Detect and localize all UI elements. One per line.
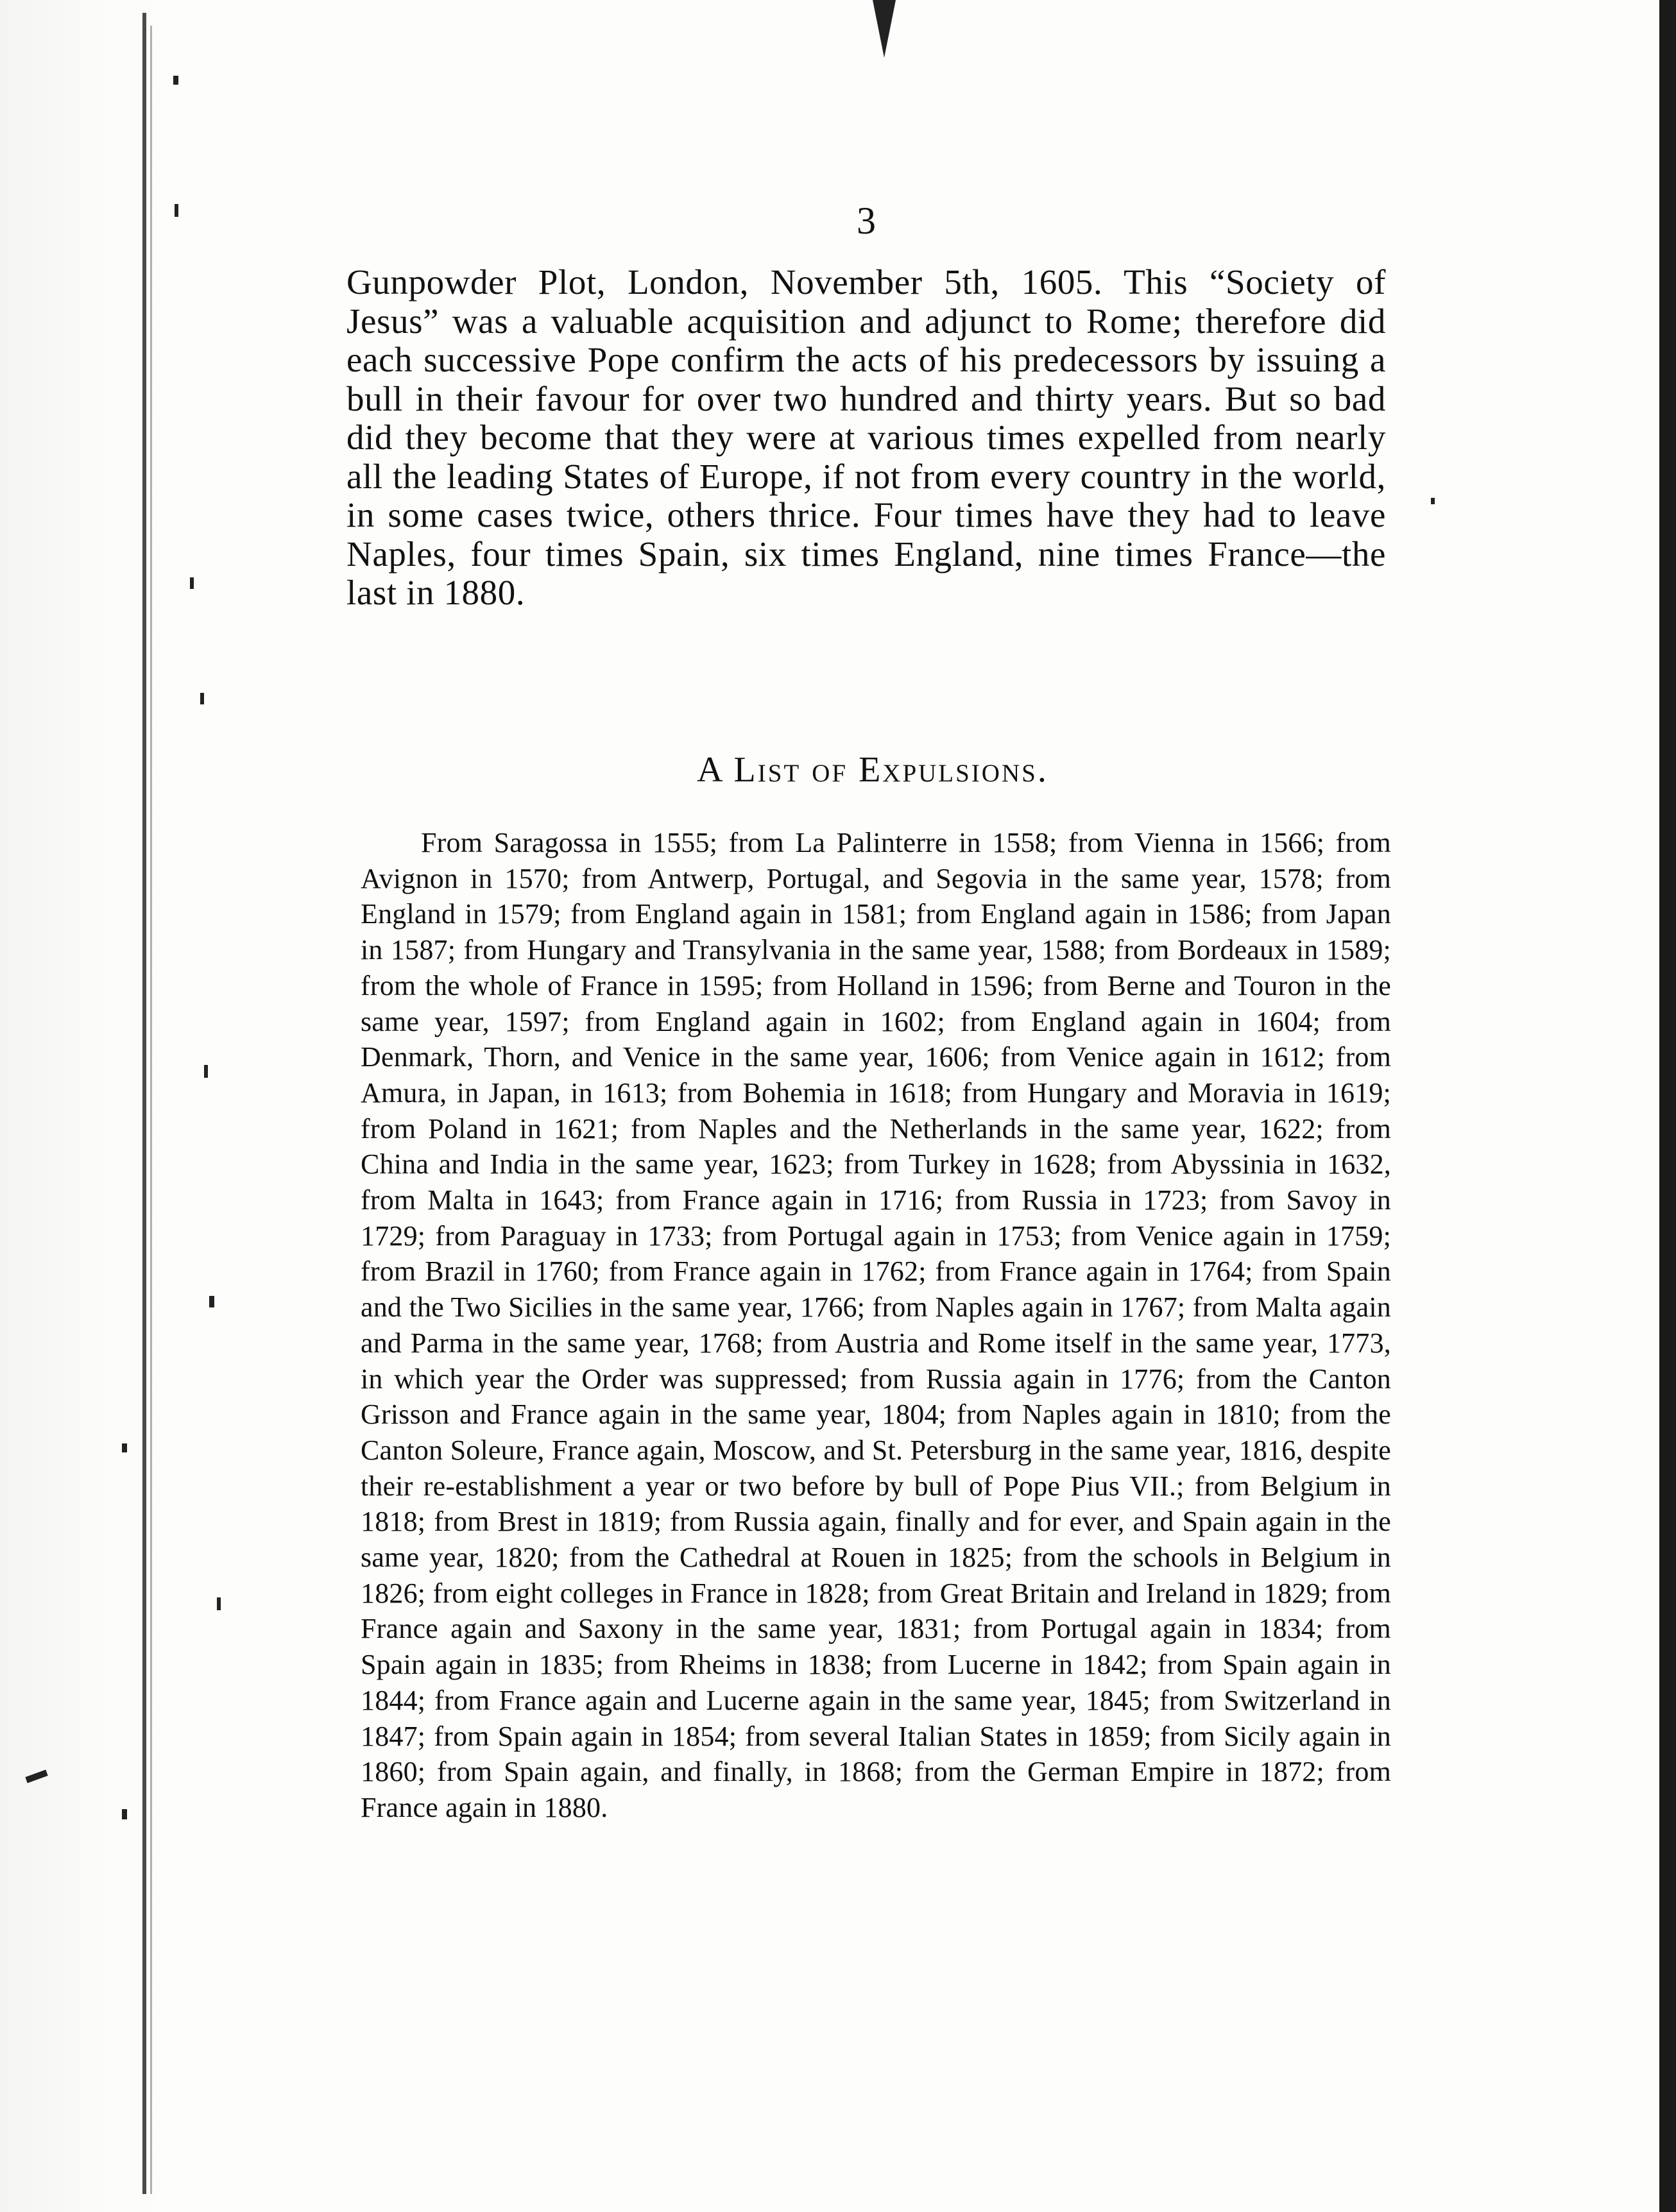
section-heading: A List of Expulsions. — [697, 750, 1048, 790]
scan-mark — [209, 1296, 214, 1307]
scan-mark — [217, 1597, 221, 1610]
binding-shadow-line — [150, 26, 152, 2194]
page-right-edge — [1659, 0, 1676, 2212]
binding-edge-line — [142, 13, 146, 2194]
top-edge-notch — [873, 0, 896, 58]
page-number: 3 — [857, 200, 876, 242]
scan-mark — [122, 1809, 127, 1819]
scan-mark — [173, 76, 178, 85]
scan-mark — [1431, 498, 1435, 504]
intro-text: Gunpowder Plot, London, November 5th, 1605. This “Society of Jesus” was a valuable acquisition and adjunct to Rome; therefore did each successive Pope confirm the acts of his predecessors by issuing a bull in their favour for over two hundred and thirty years. But so bad did they become that they were at various times expelled from nearly all the leading States of Europe, if not from every country in the world, in some cases twice, others thrice. Four times have they had to leave Naples, four times Spain, six times England, nine times France—the last in 1880. — [346, 262, 1386, 612]
scan-mark — [175, 204, 178, 217]
intro-paragraph — [346, 263, 1386, 613]
scan-mark — [190, 577, 194, 589]
binding-gutter — [0, 0, 167, 2212]
expulsions-text: From Saragossa in 1555; from La Palinterre in 1558; from Vienna in 1566; from Avignon in 1570; from Antwerp, Portugal, and Segovia in the same year, 1578; from England in 1579; from England again in 1581; from England again in 1586; from Japan in 1587; from Hungary and Transylvania in the same year, 1588; from Bordeaux in 1589; from the whole of France in 1595; from Holland in 1596; from Berne and Touron in the same year, 1597; from England again in 1602; from England again in 1604; from Denmark, Thorn, and Venice in the same year, 1606; from Venice again in 1612; from Amura, in Japan, in 1613; from Bohemia in 1618; from Hungary and Moravia in 1619; from Poland in 1621; from Naples and the Netherlands in the same year, 1622; from China and India in the same year, 1623; from Turkey in 1628; from Abyssinia in 1632, from Malta in 1643; from France again in 1716; from Russia in 1723; from Savoy in 1729; from Paraguay in 1733; from Portugal again in 1753; from Venice again in 1759; from Brazil in 1760; from France again in 1762; from France again in 1764; from Spain and the Two Sicilies in the same year, 1766; from Naples again in 1767; from Malta again and Parma in the same year, 1768; from Austria and Rome itself in the same year, 1773, in which year the Order was suppressed; from Russia again in 1776; from the Canton Grisson and France again in the same year, 1804; from Naples again in 1810; from the Canton Soleure, France again, Moscow, and St. Petersburg in the same year, 1816, despite their re-establishment a year or two before by bull of Pope Pius VII.; from Belgium in 1818; from Brest in 1819; from Russia again, finally and for ever, and Spain again in the same year, 1820; from the Cathedral at Rouen in 1825; from the schools in Belgium in 1826; from eight colleges in France in 1828; from Great Britain and Ireland in 1829; from France again and Saxony in the same year, 1831; from Portugal again in 1834; from Spain again in 1835; from Rheims in 1838; from Lucerne in 1842; from Spain again in 1844; from France again and Lucerne again in the same year, 1845; from Switzerland in 1847; from Spain again in 1854; from several Italian States in 1859; from Sicily again in 1860; from Spain again, and finally, in 1868; from the German Empire in 1872; from France again in 1880. — [361, 827, 1391, 1823]
scan-mark — [122, 1443, 127, 1452]
scan-mark — [200, 693, 204, 704]
scan-mark — [204, 1065, 208, 1078]
expulsions-list — [361, 825, 1391, 1826]
